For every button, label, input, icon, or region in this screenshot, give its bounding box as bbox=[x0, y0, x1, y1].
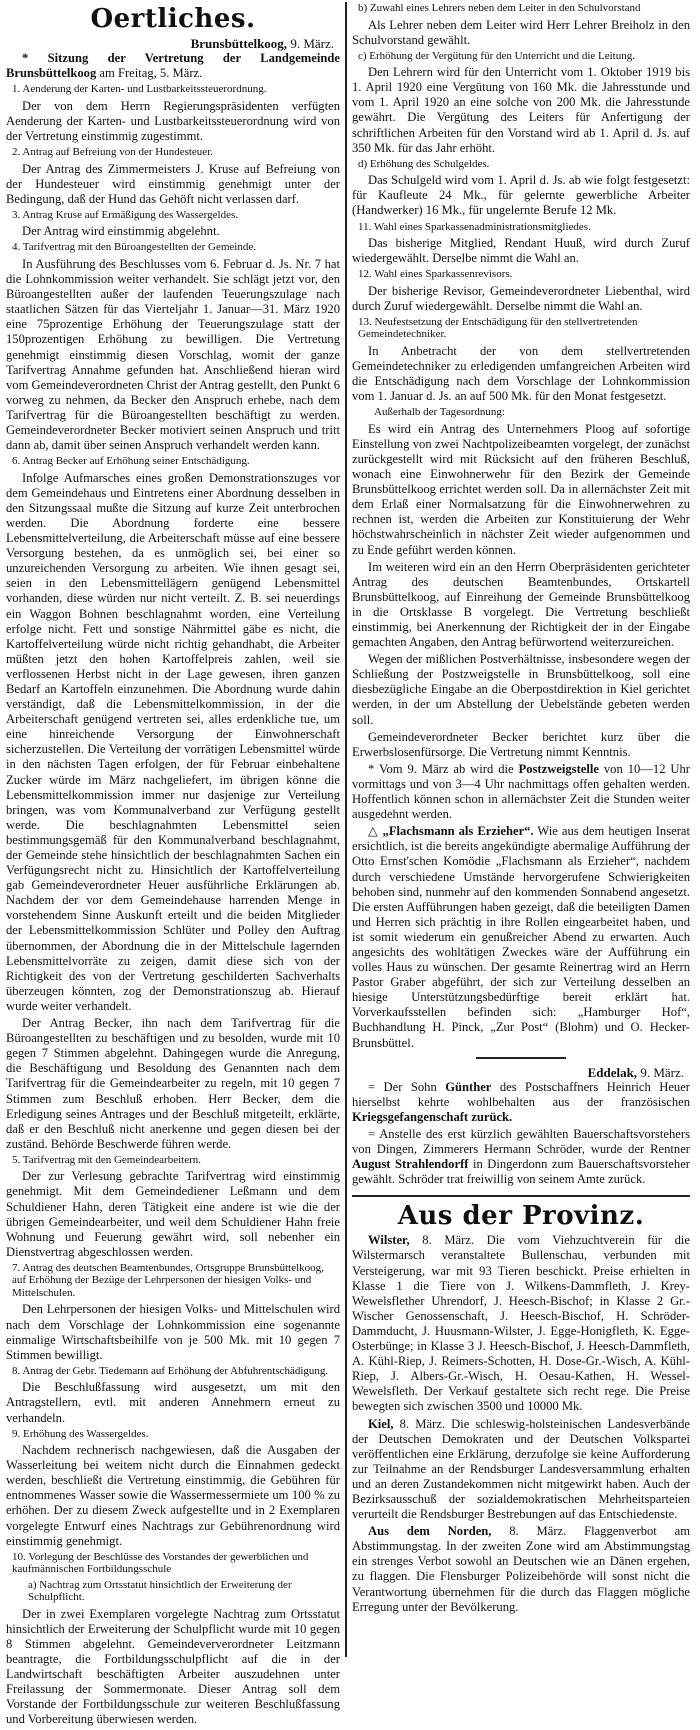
text-run: a) Nachtrag zum Ortsstatut hinsichtlich der Erweiterung der Schulpflicht. bbox=[28, 1578, 292, 1604]
article-paragraph bbox=[352, 1127, 690, 1187]
text-run: Der bisherige Revisor, Gemeindeverordneter Liebenthal, wird durch Zuruf wiedergewählt. Derselbe nimmt die Wahl an. bbox=[352, 283, 690, 313]
text-run: Oertliches. bbox=[90, 4, 256, 34]
bold-text: August Strahlendorff bbox=[352, 1157, 469, 1172]
text-run: Der von dem Herrn Regierungspräsidenten verfügten Aenderung der Karten- und Lustbarkeitssteuerordnung wird von der Vertretung einstimmig zugestimmt. bbox=[6, 98, 340, 143]
article-paragraph bbox=[352, 18, 690, 48]
text-run: 2. Antrag auf Befreiung von der Hundesteuer. bbox=[12, 146, 213, 159]
article-paragraph bbox=[6, 1380, 340, 1425]
text-run: = Der Sohn bbox=[368, 1079, 446, 1094]
bold-text: Aus dem Norden, bbox=[368, 1524, 492, 1539]
section-rule bbox=[352, 1195, 690, 1197]
text-run: Als Lehrer neben dem Leiter wird Herr Lehrer Breiholz in den Schulvorstand gewählt. bbox=[352, 17, 690, 47]
text-run: 9. März. bbox=[287, 36, 334, 51]
agenda-heading bbox=[12, 455, 340, 468]
text-run: In Anbetracht der von dem stellvertretenden Gemeindetechniker zu erledigenden umfangreichen Arbeiten wird die Entschädigung nach dem Vorschlage der Lohnkommission vom 1. Januar d. Js. an auf 500 Mk. für den Monat festgesetzt. bbox=[352, 343, 690, 404]
text-run: Der Antrag Becker, ihn nach dem Tarifvertrag für die Büroangestellten zu beschäftigen und zu besolden, wurde mit 10 gegen 7 Stimmen abgelehnt. Dahingegen wurde die Anregung, die Beschäftigung und Besoldung des Genannten nach dem Tarifvertrag für die Gemeindearbeiter zu regeln, mit 10 gegen 7 Stimmen zum Beschluß erhoben. Herr Becker, dem die Erledigung seines Antrages und der Beschluß mitgeteilt, erklärte, daß er den Beschluß nicht anerkenne und gegen diesen bei der zuständ. Behörde Beschwerde führen werde. bbox=[6, 1016, 340, 1151]
article-paragraph bbox=[352, 65, 690, 156]
agenda-heading bbox=[12, 1262, 340, 1300]
column-left bbox=[6, 0, 340, 1730]
text-run: Den Lehrpersonen der hiesigen Volks- und Mittelschulen wird nach dem Vorschlage der Lohnkommission eine sogenannte einmalige Wirtschaftsbeihilfe von je 500 Mk. mit 10 gegen 7 Stimmen bewilligt. bbox=[6, 1302, 340, 1362]
article-paragraph bbox=[6, 99, 340, 144]
separator-rule bbox=[476, 1057, 566, 1059]
article-paragraph bbox=[352, 422, 690, 558]
article-paragraph bbox=[352, 1417, 690, 1523]
text-run: 10. Vorlegung der Beschlüsse des Vorstandes der gewerblichen und kaufmännischen Fortbildungsschule bbox=[12, 1550, 309, 1576]
text-run: am Freitag, 5. März. bbox=[96, 66, 203, 81]
agenda-heading bbox=[12, 146, 340, 159]
text-run: in Dingerdonn zum Bauerschaftsvorsteher gewählt. Schröder trat freiwillig von seinem Amte zurück. bbox=[352, 1157, 690, 1187]
article-paragraph bbox=[6, 1443, 340, 1549]
article-paragraph bbox=[352, 762, 690, 822]
agenda-heading bbox=[358, 268, 690, 281]
text-run: Im weiteren wird ein an den Herrn Oberpräsidenten gerichteter Antrag des deutschen Beamtenbundes, Ortskartell Brunsbüttelkoog, auf Einreihung der Gemeinde Brunsbüttelkoog in die Ortsklasse B vorgelegt. Die Vertretung beschließt einstimmig, bei Anerkennung der Richtigkeit der in der Eingabe gemachten Angaben, den Antrag befürwortend weiterzureichen. bbox=[352, 559, 690, 650]
bold-text: Brunsbüttelkoog, bbox=[190, 36, 288, 51]
text-run: b) Zuwahl eines Lehrers neben dem Leiter in den Schulvorstand bbox=[358, 2, 641, 14]
article-paragraph bbox=[352, 652, 690, 727]
text-run: 12. Wahl eines Sparkassenrevisors. bbox=[358, 268, 513, 281]
text-run: Die Beschlußfassung wird ausgesetzt, um mit den Antragstellern, evtl. mit anderen Annehmern erneut zu verhandeln. bbox=[6, 1380, 340, 1425]
agenda-heading bbox=[12, 241, 340, 254]
text-run: 11. Wahl eines Sparkassenadministrationsmitgliedes. bbox=[358, 220, 591, 233]
agenda-subheading bbox=[374, 406, 690, 419]
bold-text: * Sitzung der Vertretung der Landgemeinde Brunsbüttelkoog bbox=[6, 51, 340, 81]
text-run: 1. Aenderung der Karten- und Lustbarkeitssteuerordnung. bbox=[12, 83, 267, 96]
article-paragraph bbox=[352, 344, 690, 404]
article-paragraph bbox=[352, 236, 690, 266]
article-paragraph bbox=[352, 560, 690, 651]
text-run: Außerhalb der Tagesordnung: bbox=[374, 406, 505, 419]
text-run: Das bisherige Mitglied, Rendant Huuß, wird durch Zuruf wiedergewählt. Derselbe nimmt die Wahl an. bbox=[352, 236, 690, 266]
text-run: * Vom 9. März ab wird die bbox=[368, 761, 519, 776]
agenda-heading bbox=[12, 1428, 340, 1441]
column-divider bbox=[345, 2, 347, 1657]
text-run: Aus der Provinz. bbox=[397, 1201, 645, 1232]
text-run: Wegen der mißlichen Postverhältnisse, insbesondere wegen der Schließung der Postzweigstelle in Brunsbüttelkoog, soll eine diesbezügliche Eingabe an die Oberpostdirektion in Kiel gerichtet werden, in der um Abstellung der Uebelstände gebeten werden soll. bbox=[352, 652, 690, 727]
article-paragraph bbox=[352, 1080, 690, 1125]
dateline bbox=[352, 1065, 690, 1080]
section-title bbox=[352, 1199, 690, 1233]
article-paragraph bbox=[6, 1607, 340, 1728]
text-run: 5. Tarifvertrag mit den Gemeindearbeitern. bbox=[12, 1153, 202, 1166]
article-paragraph bbox=[6, 257, 340, 453]
text-run: Den Lehrern wird für den Unterricht vom 1. Oktober 1919 bis 1. April 1920 eine Vergütung von 160 Mk. die Jahresstunde und vom 1. April 1920 an eine solche von 200 Mk. die Jahresstunde gewährt. Die Vergütung des Leiters für Anfertigung der schriftlichen Arbeiten für den Vorstand wird ab 1. April d. Js. auf 350 Mk. für das Jahr erhöht. bbox=[352, 65, 690, 155]
bold-text: Wilster, bbox=[368, 1233, 410, 1248]
bold-text: Kriegsgefangenschaft zurück. bbox=[352, 1109, 513, 1124]
article-paragraph bbox=[6, 471, 340, 1014]
bold-text: Kiel, bbox=[368, 1416, 394, 1431]
text-run: = Anstelle des erst kürzlich gewählten Bauerschaftsvorstehers von Dingen, Zimmerers Hermann Schröder, wurde der Rentner bbox=[352, 1127, 690, 1157]
bold-text: „Flachsmann als Erzieher“. bbox=[382, 824, 534, 839]
agenda-heading bbox=[12, 1154, 340, 1167]
article-paragraph bbox=[352, 824, 690, 1050]
text-run: 7. Antrag des deutschen Beamtenbundes, Ortsgruppe Brunsbüttelkoog, auf Erhöhung der Bezüge der Lehrpersonen der hiesigen Volks- und Mittelschulen. bbox=[12, 1261, 324, 1299]
text-run: 8. März. Die vom Viehzuchtverein für die Wilstermarsch veranstaltete Bullenschau, verbunden mit Versteigerung, war mit 93 Tieren beschickt. Preise erhielten in Klasse 1 die Tiere von J. Wilkens-Dammfleth, J. Krey-Wewelsflether Uhrendorf, J. Heesch-Bischof; in Klasse 2 Gr.-Wischer Genossenschaft, J. Heesch-Bischof, H. Schröder-Dammducht, J. Huusmann-Wilster, J. Egge-Honigfleth, K. Egge-Osterbünge; in Klasse 3 J. Heesch-Bischof, J. Heesch-Dammfleth, A. Kühl-Riep, J. Reimers-Schotten, H. Dose-Gr.-Wisch, A. Kühl-Riep, J. Albers-Gr.-Wisch, H. Oesau-Kathen, H. Wessel-Wewelsfleth. Der Verkauf gestaltete sich recht rege. Die Preise bewegten sich zwischen 3500 und 10000 Mk. bbox=[352, 1233, 690, 1414]
agenda-heading bbox=[358, 221, 690, 234]
text-run: Der Antrag des Zimmermeisters J. Kruse auf Befreiung von der Hundesteuer wird einstimmig genehmigt unter der Bedingung, daß der Hund das Gehöft nicht verlassen darf. bbox=[6, 161, 340, 206]
bold-text: Postzweigstelle bbox=[518, 761, 599, 776]
text-run: c) Erhöhung der Vergütung für den Unterricht und die Leitung. bbox=[358, 49, 635, 62]
article-paragraph bbox=[6, 1302, 340, 1362]
article-paragraph bbox=[6, 51, 340, 81]
dateline bbox=[6, 36, 340, 51]
text-run: d) Erhöhung des Schulgeldes. bbox=[358, 157, 490, 170]
text-run: 4. Tarifvertrag mit den Büroangestellten der Gemeinde. bbox=[12, 241, 256, 254]
article-paragraph bbox=[6, 162, 340, 207]
text-run: Wie aus dem heutigen Inserat ersichtlich, ist die bereits angekündigte abermalige Aufführung der Otto Ernst'schen Komödie „Flachsmann als Erzieher“, nachdem durch verschiedene Umstände hervorgerufene Schwierigkeiten behoben sind, nunmehr auf den kommenden Sonnabend angesetzt. Die ersten Aufführungen haben gezeigt, daß die beteiligten Damen und Herren sich prächtig in ihre Rollen eingearbeitet haben, und ist somit wiederum ein genußreicher Abend zu erwarten. Auch angesichts des wohltätigen Zweckes wäre der Aufführung ein volles Haus zu wünschen. Der gesamte Reinertrag wird an Herrn Pastor Graber abgeführt, der sich zur Verteilung desselben an hiesige Unterstützungsbedürftige bereit erklärt hat. Vorverkaufsstellen befinden sich: „Hamburger Hof“, Buchhandlung H. Pinck, „Zur Post“ (Blohm) und O. Hecker-Brunsbüttel. bbox=[352, 824, 690, 1050]
text-run: Es wird ein Antrag des Unternehmers Ploog auf sofortige Einstellung von zwei Nachtpolizeibeamten vorgelegt, der zunächst zurückgestellt wird mit Rücksicht auf den früheren Beschluß, wonach eine Einwohnerwehr für den Bezirk der Gemeinde Brunsbüttelkoog errichtet werden soll. Da in allernächster Zeit mit dem Erlaß einer Normalsatzung für die Einwohnerwehren zu rechnen ist, werden die Arbeiten zur Konstituierung der Wehr höchstwahrscheinlich in nächster Zeit wieder aufgenommen und zu Ende geführt werden können. bbox=[352, 421, 690, 557]
article-paragraph bbox=[352, 730, 690, 760]
column-right bbox=[352, 0, 690, 1617]
bold-text: Eddelak, bbox=[587, 1064, 638, 1080]
text-run: Das Schulgeld wird vom 1. April d. Js. ab wie folgt festgesetzt: für Kaufleute 24 Mk., für gelernte gewerbliche Arbeiter (Handwerker) 16 Mk., für ungelernte Berufe 12 Mk. bbox=[352, 173, 690, 218]
text-run: des Postschaffners Heinrich Heuer hierselbst kehrte wohlbehalten aus der französischen bbox=[352, 1079, 690, 1109]
article-paragraph bbox=[352, 1524, 690, 1615]
article-paragraph bbox=[352, 1233, 690, 1414]
agenda-heading bbox=[358, 2, 690, 15]
agenda-heading bbox=[12, 1551, 340, 1576]
article-paragraph bbox=[352, 173, 690, 218]
text-run: In Ausführung des Beschlusses vom 6. Februar d. Js. Nr. 7 hat die Lohnkommission weiter verhandelt. Sie schlägt jetzt vor, den Büroangestellten außer der laufenden Teuerungszulage nach staatlichen Sätzen für das Vierteljahr 1. Januar—31. März 1920 eine 75prozentige Erhöhung der Teuerungszulage statt der 150prozentigen Erhöhung zu bewilligen. Die Vertretung genehmigt einstimmig diesen Vorschlag, womit der ganze Tarifvertrag Annahme gefunden hat. Anschließend hieran wird vom Gemeindeverordneten Christ der Antrag gestellt, den Punkt 6 vorweg zu nehmen, da Becker den Anspruch erhebe, nach dem Tarifvertrag für die Büroangestellten beschäftigt zu werden. Gemeindeverordneter Becker motiviert seinen Anspruch und tritt dann ab, damit über seinen Anspruch verhandelt werden kann. bbox=[6, 256, 341, 453]
text-run: Der zur Verlesung gebrachte Tarifvertrag wird einstimmig genehmigt. Mit dem Gemeindediener Leßmann und dem Schuldiener Hahn, deren Tätigkeit eine andere ist wie die der übrigen Gemeindearbeiter, und weil dem Schuldiener Hahn freie Wohnung und Feuerung gewährt wird, soll nebenher ein Dienstvertrag abgeschlossen werden. bbox=[6, 1169, 340, 1259]
text-run: 8. März. Flaggenverbot am Abstimmungstag. In der zweiten Zone wird am Abstimmungstag ein strenges Verbot sowohl an Deutschen wie an Dänen ergehen, zu flaggen. Die Flensburger Polizeibehörde will sonst nicht die Verantwortung übernehmen für die durch das Flaggen mögliche Erregung unter der Bevölkerung. bbox=[352, 1524, 691, 1614]
agenda-heading bbox=[358, 316, 690, 341]
text-run: Nachdem rechnerisch nachgewiesen, daß die Ausgaben der Wasserleitung bei weitem nicht durch die Einnahmen gedeckt werden, beschließt die Vertretung einstimmig, die Gebühren für entnommenes Wasser sowie die Wassermessermiete um 100 % zu erhöhen. Der zu diesem Zweck aufgestellte und in 2 Exemplaren vorgelegte Entwurf eines Nachtrags zur Gebührenordnung wird einstimmig genehmigt. bbox=[6, 1443, 340, 1548]
article-paragraph bbox=[6, 224, 340, 239]
agenda-heading bbox=[12, 83, 340, 96]
text-run: Infolge Aufmarsches eines großen Demonstrationszuges vor dem Gemeindehaus und Eintretens einer Abordnung desselben in den Sitzungssaal mußte die Sitzung auf kurze Zeit unterbrochen werden. Die Abordnung forderte eine bessere Lebensmittelverteilung, die Arbeiterschaft müsse auf eine bessere Versorgung bestehen, da es unmöglich sei, bei einer so unzureichenden Versorgung zu arbeiten. Wie ihnen gesagt sei, seien in den Lebensmittellägern genügend Lebensmittel vorhanden, diese würden nur nicht verteilt. Z. B. sei neuerdings ein Waggon Bohnen beschlagnahmt worden, eine Verteilung erfolge nicht. Fett und sonstige Nährmittel gäbe es nicht, die Kartoffelverteilung würde nicht richtig gehandhabt, die Arbeiter müßten jetzt den hohen Kartoffelpreis zahlen, weil sie verflossenen Herbst nicht in der Lage gewesen, ihren ganzen Bedarf an Kartoffeln einzunehmen. Die Abordnung wurde dahin verständigt, daß die Lebensmittelkommission, in der die Arbeiterschaft genügend vertreten sei, alles erdenkliche tue, um eine hinreichende Versorgung der Einwohnerschaft sicherzustellen. Die Verteilung der vorrätigen Lebensmittel würde in den nächsten Tagen erfolgen, der für Februar einbehaltene Zucker würde im März nachgeliefert, im übrigen könne die Lebensmittelkommission immer nur dasjenige zur Verteilung bringen, was vom Kommunalverband zur Verfügung gestellt werde. Die beschlagnahmten Lebensmittel seien bestimmungsgemäß für den Kommunalverband beschlagnahmt, der Gemeinde stehe hinsichtlich der beschlagnahmten Sachen ein Verfügungsrecht nicht zu. Hinsichtlich der Kartoffelverteilung gab Gemeindeverordneter Heuer ausführliche Erklärungen ab. Nachdem der vor dem Gemeindehause harrenden Menge in vorstehendem Sinne Auskunft erteilt und die beiden Mitglieder der Lebensmittelkommission Schlüter und Polley den Auftrag übernommen, der Abordnung die in der Mittelschule lagernden Lebensmittelvorräte zu zeigen, damit diese sich von der Richtigkeit des von der Vertretung geschilderten Sachverhalts überzeugen könnten, zog der Demonstrationszug ab. Hierauf wurde weiter verhandelt. bbox=[6, 470, 340, 1013]
agenda-subheading bbox=[28, 1579, 340, 1604]
agenda-heading bbox=[358, 158, 690, 171]
article-paragraph bbox=[6, 1169, 340, 1260]
agenda-heading bbox=[12, 209, 340, 222]
article-paragraph bbox=[352, 284, 690, 314]
text-run: 8. Antrag der Gebr. Tiedemann auf Erhöhung der Abfuhrentschädigung. bbox=[12, 1364, 329, 1377]
agenda-heading bbox=[12, 1365, 340, 1378]
agenda-heading bbox=[358, 50, 690, 63]
text-run: 6. Antrag Becker auf Erhöhung seiner Entschädigung. bbox=[12, 455, 250, 468]
text-run: 8. März. Die schleswig-holsteinischen Landesverbände der Deutschen Demokraten und der Deutschen Volkspartei veröffentlichen eine Erklärung, derzufolge sie keine Aufforderung zur Teilnahme an der Rendsburger Landesversammlung erhalten und an deren Zustandekommen nicht mitgewirkt haben. Auch der Bezirksausschuß der sozialdemokratischen Mehrheitsparteien verurteilt die Rendsburger Bestrebungen auf das Entschiedenste. bbox=[352, 1416, 690, 1522]
text-run: Der in zwei Exemplaren vorgelegte Nachtrag zum Ortsstatut hinsichtlich der Erweiterung der Schulpflicht wurde mit 10 gegen 8 Stimmen abgelehnt. Gemeindeververordneter Leitzmann beantragte, die Fortbildungsschulpflicht auf die in der Landwirtschaft beschäftigten Arbeiter auszudehnen unter Freilassung der Sommermonate. Dieser Antrag soll dem Vorstande der Fortbildungsschule zur weiteren Beschlußfassung und Vorbereitung überwiesen werden. bbox=[6, 1606, 340, 1727]
article-paragraph bbox=[6, 1016, 340, 1152]
text-run: 9. März. bbox=[637, 1064, 684, 1080]
text-run: 13. Neufestsetzung der Entschädigung für den stellvertretenden Gemeindetechniker. bbox=[358, 315, 638, 341]
text-run: 3. Antrag Kruse auf Ermäßigung des Wassergeldes. bbox=[12, 208, 238, 221]
section-title bbox=[6, 2, 340, 36]
text-run: △ bbox=[368, 824, 383, 839]
text-run: von 10—12 Uhr vormittags und von 3—4 Uhr nachmittags offen gehalten werden. Hoffentlich können schon in allernächster Zeit die Stunden weiter ausgedehnt werden. bbox=[352, 761, 690, 822]
text-run: Gemeindeverordneter Becker berichtet kurz über die Erwerbslosenfürsorge. Die Vertretung nimmt Kenntnis. bbox=[352, 729, 690, 759]
text-run: 9. Erhöhung des Wassergeldes. bbox=[12, 1427, 149, 1440]
text-run: Der Antrag wird einstimmig abgelehnt. bbox=[22, 224, 220, 239]
bold-text: Günther bbox=[445, 1079, 492, 1094]
